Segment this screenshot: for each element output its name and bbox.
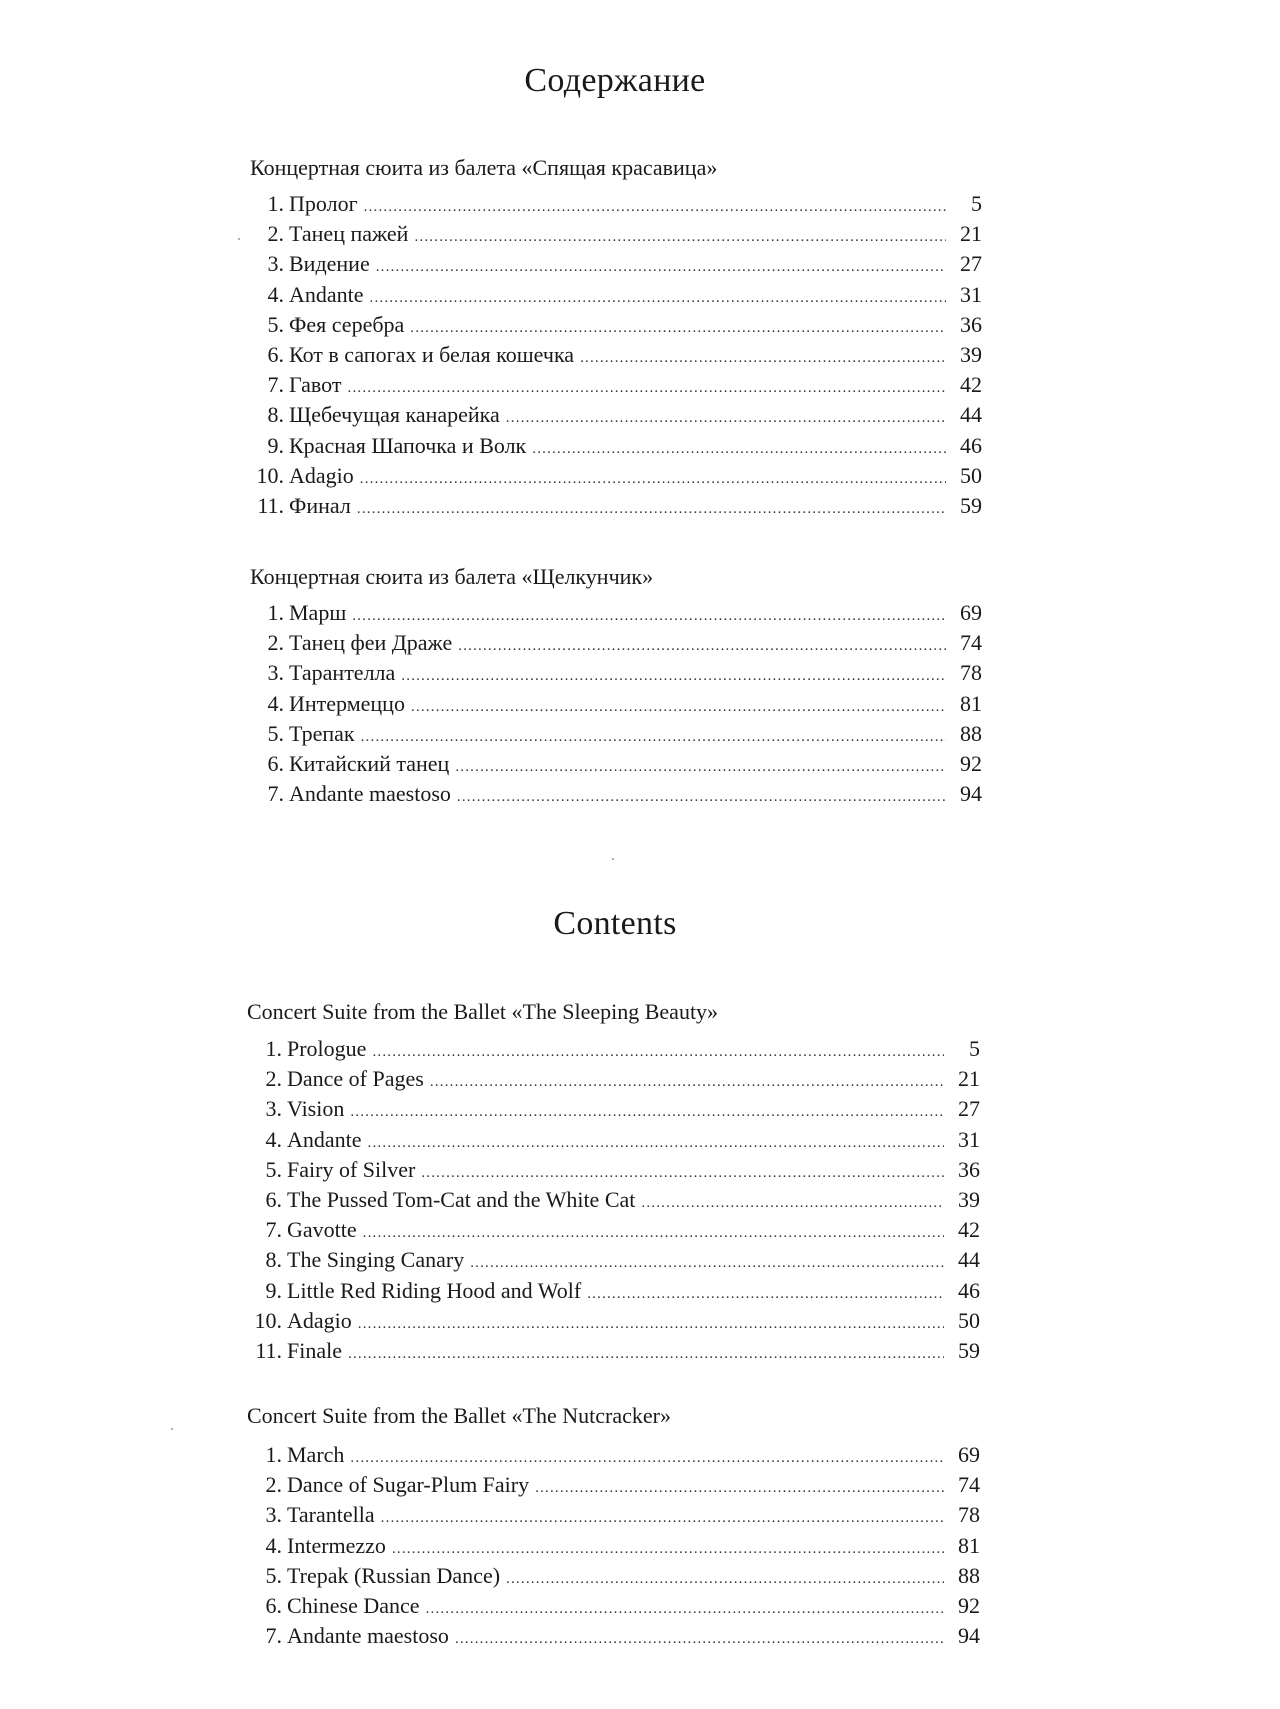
toc-entry-page: 94 xyxy=(960,781,982,807)
toc-entry-title: Интермеццо xyxy=(289,690,405,716)
toc-entry-number: 2. xyxy=(265,1066,282,1092)
toc-entry-page: 46 xyxy=(960,432,982,458)
toc-entry-title: Fairy of Silver xyxy=(287,1156,416,1182)
dot-leader xyxy=(470,1255,944,1272)
toc-entry-title: Трепак xyxy=(289,720,355,746)
toc-entry-number: 1. xyxy=(267,191,284,216)
toc-entry-number: 2. xyxy=(267,630,284,656)
toc-entry xyxy=(250,221,982,251)
toc-entry-title: Танец феи Драже xyxy=(289,630,453,656)
toc-entry-page: 69 xyxy=(960,600,982,625)
scan-speck xyxy=(171,1428,173,1430)
toc-entry-number: 6. xyxy=(265,1186,282,1212)
toc-entry-page: 27 xyxy=(960,251,982,277)
toc-entry-page: 50 xyxy=(960,462,982,488)
toc-entry-title: Марш xyxy=(289,600,347,625)
toc-entry-page: 42 xyxy=(958,1217,980,1243)
toc-entry xyxy=(248,1187,980,1217)
toc-entry-title: Красная Шапочка и Волк xyxy=(289,432,527,458)
toc-entry-title: Фея серебра xyxy=(289,311,405,337)
scan-speck xyxy=(238,238,240,240)
toc-entry-page: 36 xyxy=(958,1156,980,1182)
toc-entry-page: 46 xyxy=(958,1277,980,1303)
toc-entry xyxy=(250,251,982,281)
toc-entry-page: 44 xyxy=(958,1247,980,1273)
toc-entry xyxy=(248,1502,980,1532)
page-title-russian: Содержание xyxy=(524,62,706,99)
toc-entry xyxy=(248,1593,980,1623)
dot-leader xyxy=(376,259,946,276)
page-title-english: Contents xyxy=(553,905,677,942)
toc-entry-title: The Pussed Tom-Cat and the White Cat xyxy=(287,1186,636,1212)
toc-entry-page: 92 xyxy=(958,1592,980,1618)
toc-entry-title: Intermezzo xyxy=(287,1532,386,1558)
toc-entry-page: 39 xyxy=(958,1186,980,1212)
toc-list-sleeping-beauty-ru xyxy=(250,191,982,523)
dot-leader xyxy=(421,1165,944,1182)
toc-entry-number: 5. xyxy=(267,311,284,337)
toc-entry-number: 3. xyxy=(267,251,284,277)
dot-leader xyxy=(532,441,946,458)
dot-leader xyxy=(458,638,946,655)
toc-entry xyxy=(250,402,982,432)
toc-entry-page: 36 xyxy=(960,311,982,337)
dot-leader xyxy=(360,471,946,488)
toc-entry-title: Gavotte xyxy=(287,1217,357,1243)
dot-leader xyxy=(392,1541,944,1558)
toc-entry-number: 4. xyxy=(265,1126,282,1152)
dot-leader xyxy=(587,1286,944,1303)
toc-entry-number: 1. xyxy=(267,600,284,625)
toc-entry-number: 3. xyxy=(265,1502,282,1528)
toc-entry-page: 81 xyxy=(960,690,982,716)
toc-entry xyxy=(248,1157,980,1187)
toc-entry-title: Видение xyxy=(289,251,370,277)
toc-entry-title: Финал xyxy=(289,492,351,518)
toc-entry-number: 2. xyxy=(267,221,284,247)
toc-entry-number: 3. xyxy=(265,1096,282,1122)
toc-entry-title: Tarantella xyxy=(287,1502,375,1528)
toc-entry-number: 6. xyxy=(267,750,284,776)
toc-entry-title: Prologue xyxy=(287,1036,367,1061)
toc-entry xyxy=(248,1096,980,1126)
toc-entry-number: 8. xyxy=(265,1247,282,1273)
toc-entry xyxy=(248,1442,980,1472)
dot-leader xyxy=(350,1104,944,1121)
suite-heading-nutcracker-en: Concert Suite from the Ballet «The Nutcracker» xyxy=(247,1403,671,1428)
toc-entry-page: 69 xyxy=(958,1442,980,1467)
toc-entry-number: 9. xyxy=(265,1277,282,1303)
toc-entry xyxy=(248,1308,980,1338)
toc-entry-number: 11. xyxy=(257,492,284,518)
toc-entry-title: March xyxy=(287,1442,345,1467)
dot-leader xyxy=(357,501,946,518)
toc-entry-title: Vision xyxy=(287,1096,345,1122)
toc-entry-title: Trepak (Russian Dance) xyxy=(287,1562,501,1588)
toc-entry-number: 1. xyxy=(265,1442,282,1467)
toc-entry xyxy=(250,282,982,312)
toc-entry-number: 5. xyxy=(267,720,284,746)
dot-leader xyxy=(361,729,946,746)
toc-entry-page: 21 xyxy=(958,1066,980,1092)
toc-entry-number: 7. xyxy=(265,1623,282,1649)
dot-leader xyxy=(381,1510,944,1527)
dot-leader xyxy=(372,1044,944,1061)
toc-entry-number: 11. xyxy=(255,1337,282,1363)
toc-entry-number: 7. xyxy=(267,372,284,398)
dot-leader xyxy=(641,1195,944,1212)
toc-entry xyxy=(250,342,982,372)
toc-entry-number: 8. xyxy=(267,402,284,428)
toc-entry xyxy=(250,721,982,751)
toc-entry-title: Пролог xyxy=(289,191,358,216)
toc-entry-page: 88 xyxy=(960,720,982,746)
toc-entry xyxy=(248,1066,980,1096)
dot-leader xyxy=(506,410,946,427)
toc-entry xyxy=(250,493,982,523)
toc-entry xyxy=(250,630,982,660)
toc-entry-page: 21 xyxy=(960,221,982,247)
toc-entry-title: Танец пажей xyxy=(289,221,409,247)
dot-leader xyxy=(411,699,946,716)
toc-entry-number: 10. xyxy=(254,1307,282,1333)
toc-entry xyxy=(248,1278,980,1308)
toc-entry-title: Little Red Riding Hood and Wolf xyxy=(287,1277,582,1303)
scan-speck xyxy=(612,858,614,860)
toc-entry xyxy=(248,1472,980,1502)
toc-entry-page: 31 xyxy=(958,1126,980,1152)
toc-entry-number: 7. xyxy=(265,1217,282,1243)
toc-entry-title: Adagio xyxy=(287,1307,352,1333)
suite-heading-nutcracker-ru: Концертная сюита из балета «Щелкунчик» xyxy=(250,564,654,589)
dot-leader xyxy=(580,350,946,367)
toc-entry-page: 31 xyxy=(960,281,982,307)
dot-leader xyxy=(455,759,946,776)
toc-entry xyxy=(250,600,982,630)
toc-entry-page: 27 xyxy=(958,1096,980,1122)
toc-entry-number: 4. xyxy=(265,1532,282,1558)
dot-leader xyxy=(364,199,946,216)
toc-entry-page: 39 xyxy=(960,341,982,367)
toc-entry-page: 81 xyxy=(958,1532,980,1558)
toc-entry-title: Тарантелла xyxy=(289,660,396,686)
toc-entry xyxy=(250,463,982,493)
toc-entry xyxy=(250,751,982,781)
toc-entry-title: Щебечущая канарейка xyxy=(289,402,500,428)
dot-leader xyxy=(368,1135,944,1152)
toc-entry xyxy=(250,660,982,690)
toc-entry xyxy=(248,1247,980,1277)
toc-entry-number: 5. xyxy=(265,1156,282,1182)
toc-entry-number: 6. xyxy=(267,341,284,367)
toc-entry-title: Andante maestoso xyxy=(289,781,451,807)
toc-entry-number: 9. xyxy=(267,432,284,458)
dot-leader xyxy=(457,789,946,806)
toc-entry-number: 4. xyxy=(267,690,284,716)
toc-entry xyxy=(250,781,982,811)
toc-entry xyxy=(250,191,982,221)
toc-entry xyxy=(248,1338,980,1368)
dot-leader xyxy=(348,380,947,397)
toc-entry xyxy=(248,1217,980,1247)
toc-entry xyxy=(248,1623,980,1653)
dot-leader xyxy=(401,668,946,685)
toc-entry-title: Andante maestoso xyxy=(287,1623,449,1649)
toc-entry-page: 94 xyxy=(958,1623,980,1649)
toc-entry xyxy=(250,433,982,463)
toc-entry xyxy=(250,312,982,342)
toc-entry-title: Китайский танец xyxy=(289,750,450,776)
toc-list-nutcracker-ru xyxy=(250,600,982,811)
toc-entry-number: 7. xyxy=(267,781,284,807)
toc-entry-number: 10. xyxy=(256,462,284,488)
toc-entry-page: 59 xyxy=(958,1337,980,1363)
dot-leader xyxy=(350,1450,944,1467)
toc-entry-title: Dance of Sugar-Plum Fairy xyxy=(287,1472,530,1498)
suite-heading-sleeping-beauty-ru: Концертная сюита из балета «Спящая красавица» xyxy=(250,155,718,180)
toc-entry-page: 88 xyxy=(958,1562,980,1588)
toc-entry-title: The Singing Canary xyxy=(287,1247,465,1273)
dot-leader xyxy=(430,1074,944,1091)
toc-entry-page: 78 xyxy=(960,660,982,686)
toc-entry-number: 5. xyxy=(265,1562,282,1588)
dot-leader xyxy=(414,229,946,246)
dot-leader xyxy=(426,1601,944,1618)
toc-entry xyxy=(250,372,982,402)
toc-entry-page: 42 xyxy=(960,372,982,398)
dot-leader xyxy=(506,1571,944,1588)
toc-entry-page: 44 xyxy=(960,402,982,428)
toc-entry-title: Гавот xyxy=(289,372,342,398)
dot-leader xyxy=(352,608,946,625)
toc-entry xyxy=(248,1127,980,1157)
toc-entry-number: 2. xyxy=(265,1472,282,1498)
toc-entry-page: 74 xyxy=(958,1472,980,1498)
toc-entry-page: 78 xyxy=(958,1502,980,1528)
toc-entry-title: Andante xyxy=(287,1126,362,1152)
toc-entry-title: Adagio xyxy=(289,462,354,488)
toc-entry xyxy=(250,691,982,721)
toc-entry-number: 6. xyxy=(265,1592,282,1618)
toc-entry-title: Andante xyxy=(289,281,364,307)
toc-entry-page: 59 xyxy=(960,492,982,518)
toc-entry-number: 1. xyxy=(265,1036,282,1061)
toc-entry-page: 92 xyxy=(960,750,982,776)
toc-entry-page: 5 xyxy=(969,1036,980,1061)
dot-leader xyxy=(370,290,946,307)
dot-leader xyxy=(348,1346,944,1363)
toc-entry-number: 4. xyxy=(267,281,284,307)
toc-entry-title: Dance of Pages xyxy=(287,1066,424,1092)
toc-entry-page: 50 xyxy=(958,1307,980,1333)
toc-entry-number: 3. xyxy=(267,660,284,686)
toc-entry-title: Chinese Dance xyxy=(287,1592,420,1618)
dot-leader xyxy=(358,1316,944,1333)
dot-leader xyxy=(410,320,946,337)
toc-list-nutcracker-en xyxy=(248,1442,980,1653)
toc-list-sleeping-beauty-en xyxy=(248,1036,980,1368)
toc-entry-title: Кот в сапогах и белая кошечка xyxy=(289,341,575,367)
dot-leader xyxy=(535,1480,944,1497)
toc-entry xyxy=(248,1563,980,1593)
toc-entry-title: Finale xyxy=(287,1337,342,1363)
toc-entry-page: 74 xyxy=(960,630,982,656)
dot-leader xyxy=(363,1225,944,1242)
dot-leader xyxy=(455,1631,944,1648)
toc-entry xyxy=(248,1533,980,1563)
suite-heading-sleeping-beauty-en: Concert Suite from the Ballet «The Sleeping Beauty» xyxy=(247,999,719,1024)
toc-entry-page: 5 xyxy=(971,191,982,216)
toc-entry xyxy=(248,1036,980,1066)
